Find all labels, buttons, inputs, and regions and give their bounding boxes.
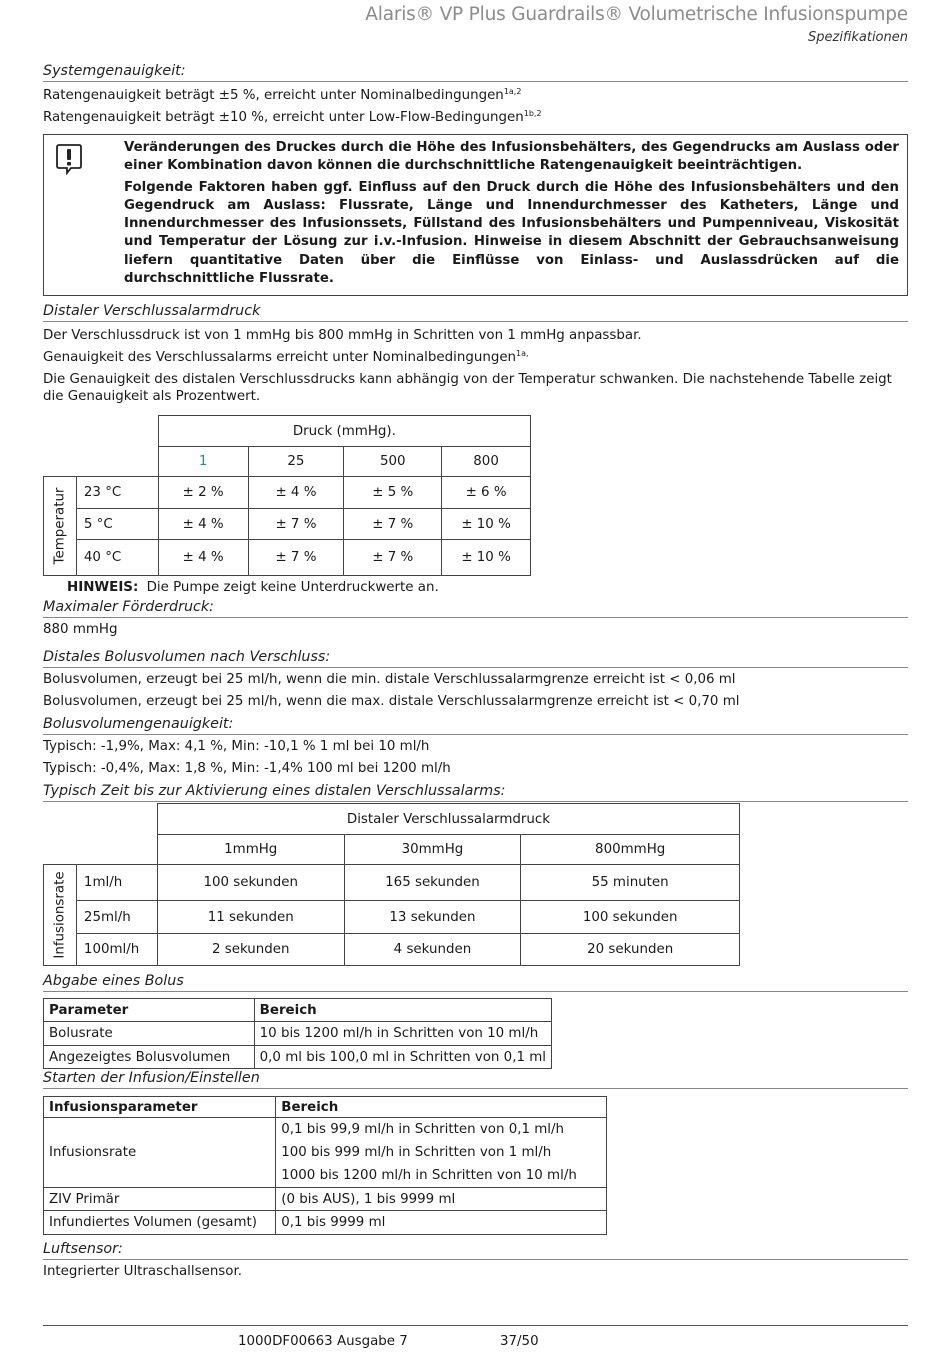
table-header-cell: Parameter xyxy=(44,999,255,1022)
note-paragraph-2: Folgende Faktoren haben ggf. Einfluss auf den Druck durch die Höhe des Infusionsbehälters und den Gegendruck am Auslass: Flussrate, Länge und Innendurchmesser des Katheters, Länge und Innendurchmesser des Infusionssets, Füllstand des Infusionsbehälters und Pumpenniveau, Viskosität und Temperatur der Lösung zur i.v.-Infusion. Hinweise in diesem Abschnitt der Gebrauchsanweisung liefern quantitative Daten über die Einflüsse von Einlass- und Auslassdrücken auf die durchschnittliche Flussrate. xyxy=(124,179,899,287)
table-cell: 165 sekunden xyxy=(344,865,521,901)
table-cell: 0,1 bis 9999 ml xyxy=(276,1211,607,1235)
max-pressure-value: 880 mmHg xyxy=(43,622,118,638)
bolus-after-occlusion-line-2: Bolusvolumen, erzeugt bei 25 ml/h, wenn die max. distale Verschlussalarmgrenze erreicht ist < 0,70 ml xyxy=(43,694,740,710)
distal-alarm-line-1: Der Verschlussdruck ist von 1 mmHg bis 800 mmHg in Schritten von 1 mmHg anpassbar. xyxy=(43,328,642,344)
distal-alarm-line-3: Die Genauigkeit des distalen Verschlussdrucks kann abhängig von der Temperatur schwanken. Die nachstehende Tabelle zeigt die Genauigkeit als Prozentwert. xyxy=(43,372,892,405)
alarm-column-header: 30mmHg xyxy=(344,835,521,865)
rate-range-line: 100 bis 999 ml/h in Schritten von 1 ml/h xyxy=(281,1145,552,1161)
air-sensor-text: Integrierter Ultraschallsensor. xyxy=(43,1264,243,1280)
rate-range-line: 1000 bis 1200 ml/h in Schritten von 10 ml/h xyxy=(281,1168,577,1184)
footer-page-number: 37/50 xyxy=(500,1334,539,1349)
table-cell: 13 sekunden xyxy=(344,901,521,934)
table-row-label: 23 °C xyxy=(76,477,158,509)
table-cell: ± 5 % xyxy=(344,477,442,509)
start-infusion-heading: Starten der Infusion/Einstellen xyxy=(43,1069,908,1089)
pressure-column-header: 500 xyxy=(344,447,442,477)
time-to-alarm-table xyxy=(43,803,740,966)
hinweis-text: Die Pumpe zeigt keine Unterdruckwerte an. xyxy=(146,580,439,596)
table-cell: ± 7 % xyxy=(344,509,442,540)
system-accuracy-line-2: Ratengenauigkeit beträgt ±10 %, erreicht unter Low-Flow-Bedingungen$^{1b,2}$ xyxy=(43,109,542,125)
table-cell: ± 10 % xyxy=(442,540,531,576)
alarm-pressure-group-header: Distaler Verschlussalarmdruck xyxy=(157,804,739,835)
table-row-label: 5 °C xyxy=(76,509,158,540)
footer-divider xyxy=(43,1325,908,1326)
table-cell: 2 sekunden xyxy=(157,934,344,966)
table-cell: ZIV Primär xyxy=(44,1188,276,1211)
table-row-label: 25ml/h xyxy=(76,901,157,934)
table-cell: ± 7 % xyxy=(248,540,344,576)
table-cell: 0,0 ml bis 100,0 ml in Schritten von 0,1 ml xyxy=(254,1046,551,1069)
temperature-side-label: Temperatur xyxy=(44,477,77,576)
pressure-column-header: 25 xyxy=(248,447,344,477)
system-accuracy-line-1: Ratengenauigkeit beträgt ±5 %, erreicht unter Nominalbedingungen$^{1a,2}$ xyxy=(43,87,522,103)
infusion-rate-side-label: Infusionsrate xyxy=(44,865,77,966)
table-cell: 55 minuten xyxy=(521,865,740,901)
note-warning-icon xyxy=(56,143,82,175)
hinweis-note xyxy=(67,579,908,596)
bolus-accuracy-line-2: Typisch: -0,4%, Max: 1,8 %, Min: -1,4% 100 ml bei 1200 ml/h xyxy=(43,761,451,777)
pressure-column-header: 800 xyxy=(442,447,531,477)
table-cell: 20 sekunden xyxy=(521,934,740,966)
table-cell: ± 6 % xyxy=(442,477,531,509)
start-infusion-table xyxy=(43,1096,607,1235)
table-cell: ± 7 % xyxy=(344,540,442,576)
pressure-accuracy-table xyxy=(43,415,531,576)
table-cell: (0 bis AUS), 1 bis 9999 ml xyxy=(276,1188,607,1211)
table-cell: 100 sekunden xyxy=(157,865,344,901)
table-row-label: 100ml/h xyxy=(76,934,157,966)
document-title: Alaris® VP Plus Guardrails® Volumetrische Infusionspumpe xyxy=(365,4,908,25)
pressure-group-header: Druck (mmHg). xyxy=(158,416,530,447)
table-cell: ± 7 % xyxy=(248,509,344,540)
alarm-column-header: 1mmHg xyxy=(157,835,344,865)
table-header-cell: Bereich xyxy=(254,999,551,1022)
bolus-delivery-table xyxy=(43,998,552,1069)
alarm-column-header: 800mmHg xyxy=(521,835,740,865)
bolus-accuracy-line-1: Typisch: -1,9%, Max: 4,1 %, Min: -10,1 % 1 ml bei 10 ml/h xyxy=(43,739,430,755)
table-cell: Infundiertes Volumen (gesamt) xyxy=(44,1211,276,1235)
table-cell: Angezeigtes Bolusvolumen xyxy=(44,1046,255,1069)
table-header-cell: Infusionsparameter xyxy=(44,1097,276,1118)
rate-ranges-cell xyxy=(276,1118,607,1188)
table-cell: 11 sekunden xyxy=(157,901,344,934)
table-cell: 4 sekunden xyxy=(344,934,521,966)
max-pressure-heading: Maximaler Förderdruck: xyxy=(43,598,908,618)
table-cell: ± 4 % xyxy=(248,477,344,509)
distal-alarm-heading: Distaler Verschlussalarmdruck xyxy=(43,302,908,322)
air-sensor-heading: Luftsensor: xyxy=(43,1240,908,1260)
system-accuracy-heading: Systemgenauigkeit: xyxy=(43,62,908,82)
distal-alarm-line-2: Genauigkeit des Verschlussalarms erreicht unter Nominalbedingungen$^{1a,}$ xyxy=(43,349,529,366)
bolus-delivery-heading: Abgabe eines Bolus xyxy=(43,972,908,992)
table-cell: Bolusrate xyxy=(44,1022,255,1046)
section-subtitle: Spezifikationen xyxy=(808,30,908,45)
warning-note-box xyxy=(43,134,908,296)
table-row-label: 1ml/h xyxy=(76,865,157,901)
table-cell: ± 4 % xyxy=(158,540,248,576)
rate-range-line: 0,1 bis 99,9 ml/h in Schritten von 0,1 ml/h xyxy=(281,1122,565,1138)
time-to-alarm-heading: Typisch Zeit bis zur Aktivierung eines distalen Verschlussalarms: xyxy=(43,782,908,802)
bolus-after-occlusion-heading: Distales Bolusvolumen nach Verschluss: xyxy=(43,648,908,668)
table-cell: Infusionsrate xyxy=(44,1118,276,1188)
pressure-column-header: 1 xyxy=(158,447,248,477)
page-content xyxy=(43,62,908,1280)
table-cell: ± 2 % xyxy=(158,477,248,509)
footer-document-number: 1000DF00663 Ausgabe 7 xyxy=(238,1334,408,1349)
bolus-accuracy-heading: Bolusvolumengenauigkeit: xyxy=(43,715,908,735)
note-paragraph-1: Veränderungen des Druckes durch die Höhe des Infusionsbehälters, des Gegendrucks am Auslass oder einer Kombination davon können die durchschnittliche Ratengenauigkeit beeinträchtigen. xyxy=(124,140,899,174)
table-cell: ± 10 % xyxy=(442,509,531,540)
table-cell: 10 bis 1200 ml/h in Schritten von 10 ml/h xyxy=(254,1022,551,1046)
bolus-after-occlusion-line-1: Bolusvolumen, erzeugt bei 25 ml/h, wenn die min. distale Verschlussalarmgrenze erreicht ist < 0,06 ml xyxy=(43,672,736,688)
table-cell: ± 4 % xyxy=(158,509,248,540)
table-row-label: 40 °C xyxy=(76,540,158,576)
hinweis-label: HINWEIS: xyxy=(67,580,139,596)
table-header-cell: Bereich xyxy=(276,1097,607,1118)
table-cell: 100 sekunden xyxy=(521,901,740,934)
